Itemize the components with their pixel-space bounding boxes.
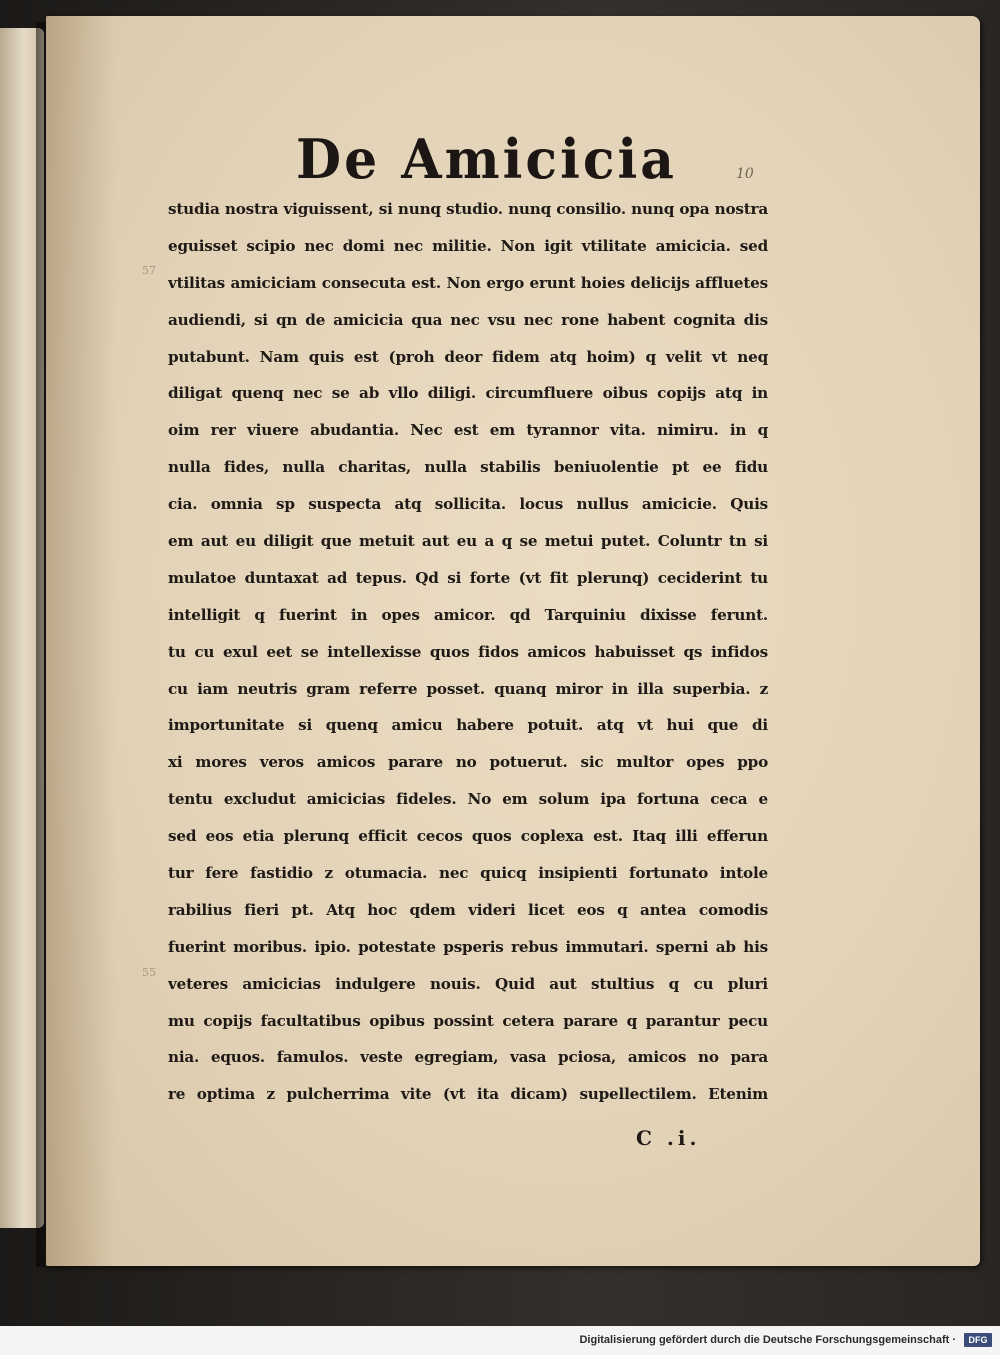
text-line: tentu excludut amicicias fideles. No em solum ipa fortuna ceca e bbox=[168, 790, 768, 809]
text-line: audiendi, si qn de amicicia qua nec vsu nec rone habent cognita dis bbox=[168, 310, 768, 329]
text-line: sed eos etia plerunq efficit cecos quos coplexa est. Itaq illi efferun bbox=[168, 827, 768, 846]
text-line: em aut eu diligit que metuit aut eu a q se metui putet. Coluntr tn si bbox=[168, 532, 768, 551]
text-line: studia nostra viguissent, si nunq studio. nunq consilio. nunq opa nostra bbox=[168, 200, 768, 218]
text-line: mulatoe duntaxat ad tepus. Qd si forte (vt fit plerunq) ceciderint tu bbox=[168, 568, 768, 587]
text-line: oim rer viuere abudantia. Nec est em tyrannor vita. nimiru. in q bbox=[168, 421, 768, 440]
book-page bbox=[46, 16, 980, 1266]
text-line: veteres amicicias indulgere nouis. Quid aut stultius q cu pluri bbox=[168, 974, 768, 993]
text-line: mu copijs facultatibus opibus possint cetera parare q parantur pecu bbox=[168, 1011, 768, 1030]
page-heading: De Amicicia bbox=[296, 127, 677, 192]
text-block bbox=[168, 191, 768, 1113]
text-line: diligat quenq nec se ab vllo diligi. circumfluere oibus copijs atq in bbox=[168, 384, 768, 403]
text-line: vtilitas amiciciam consecuta est. Non ergo erunt hoies delicijs affluetes bbox=[168, 273, 768, 292]
text-line: tu cu exul eet se intellexisse quos fidos amicos habuisset qs infidos bbox=[168, 642, 768, 661]
margin-mark: 57 bbox=[142, 264, 156, 277]
text-line: cu iam neutris gram referre posset. quanq miror in illa superbia. z bbox=[168, 679, 768, 698]
text-line: re optima z pulcherrima vite (vt ita dicam) supellectilem. Etenim bbox=[168, 1085, 768, 1104]
text-line: importunitate si quenq amicu habere potuit. atq vt hui que di bbox=[168, 716, 768, 735]
margin-mark: 55 bbox=[142, 966, 156, 979]
text-line: fuerint moribus. ipio. potestate psperis rebus immutari. sperni ab his bbox=[168, 937, 768, 956]
text-line: nia. equos. famulos. veste egregiam, vasa pciosa, amicos no para bbox=[168, 1048, 768, 1067]
text-line: eguisset scipio nec domi nec militie. Non igit vtilitate amicicia. sed bbox=[168, 236, 768, 255]
text-line: xi mores veros amicos parare no potuerut. sic multor opes ppo bbox=[168, 753, 768, 772]
footer-credit: Digitalisierung gefördert durch die Deutsche Forschungsgemeinschaft · bbox=[579, 1334, 956, 1346]
text-line: cia. omnia sp suspecta atq sollicita. locus nullus amicicie. Quis bbox=[168, 495, 768, 514]
folio-number: 10 bbox=[736, 166, 754, 182]
text-line: putabunt. Nam quis est (proh deor fidem atq hoim) q velit vt neq bbox=[168, 347, 768, 366]
footer-bar bbox=[0, 1326, 1000, 1355]
text-line: intelligit q fuerint in opes amicor. qd Tarquiniu dixisse ferunt. bbox=[168, 605, 768, 624]
dfg-logo-icon: DFG bbox=[964, 1333, 992, 1347]
text-line: rabilius fieri pt. Atq hoc qdem videri licet eos q antea comodis bbox=[168, 900, 768, 919]
text-line: tur fere fastidio z otumacia. nec quicq insipienti fortunato intole bbox=[168, 864, 768, 883]
text-line: nulla fides, nulla charitas, nulla stabilis beniuolentie pt ee fidu bbox=[168, 458, 768, 477]
signature-mark: C .i. bbox=[636, 1126, 701, 1150]
page-shadow bbox=[46, 16, 116, 1266]
